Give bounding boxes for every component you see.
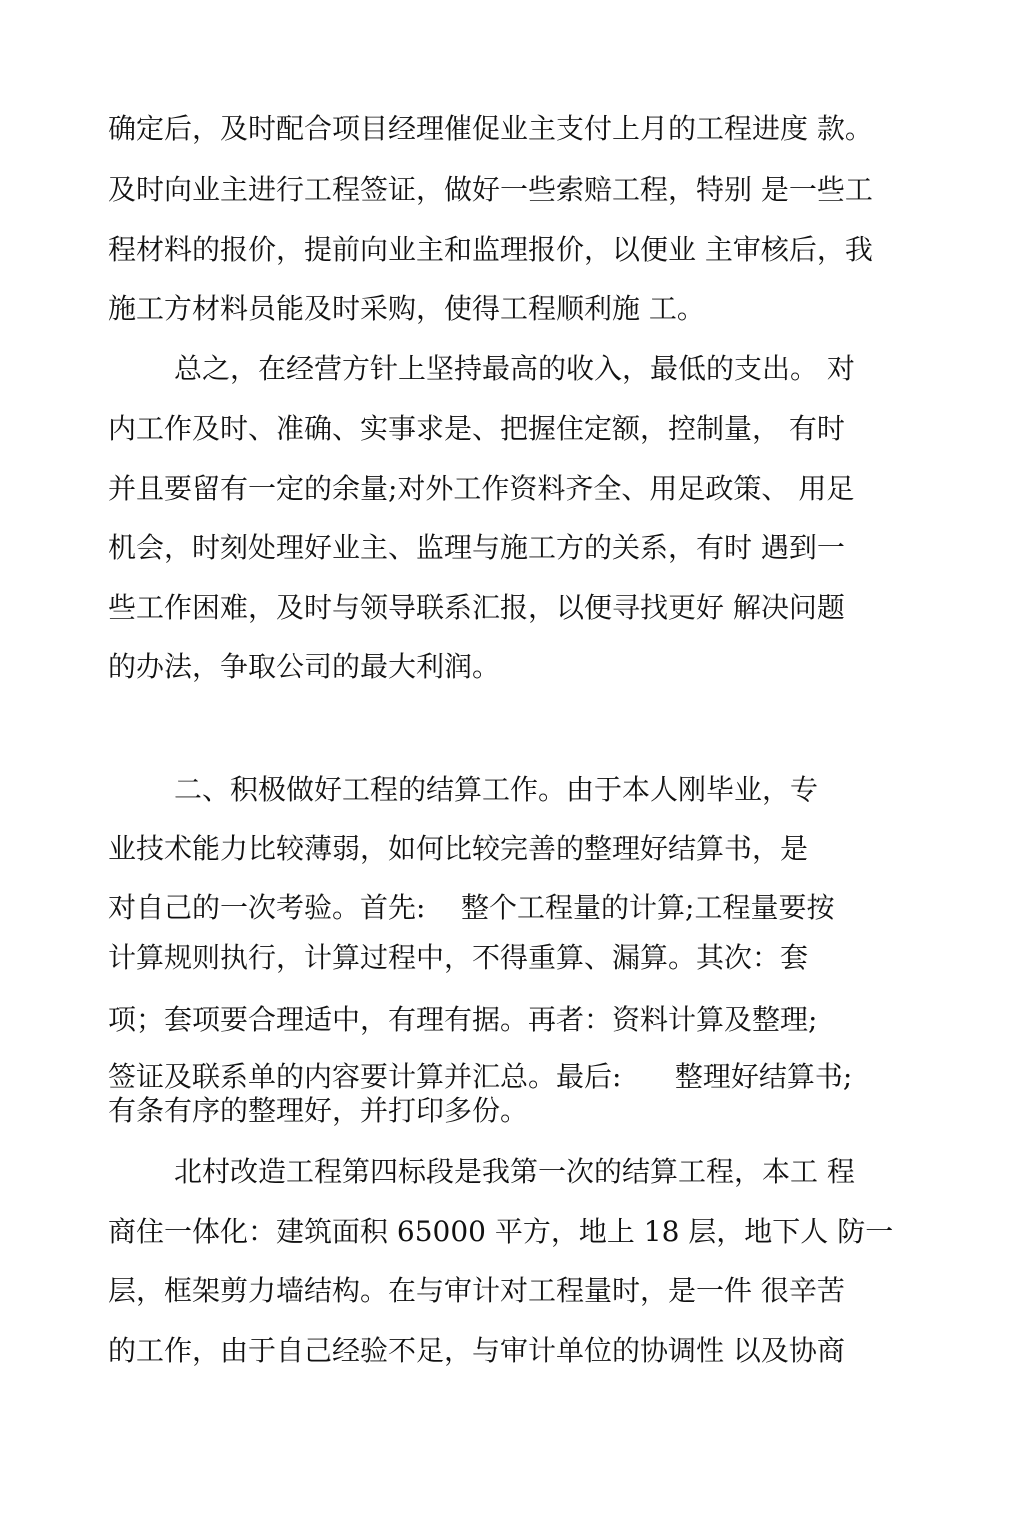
text-line: 有条有序的整理好，并打印多份。: [108, 1094, 529, 1127]
text-line: 机会，时刻处理好业主、监理与施工方的关系，有时 遇到一: [108, 531, 845, 564]
text-line: 施工方材料员能及时采购，使得工程顺利施 工。: [108, 292, 705, 325]
paragraph-first-line: 北村改造工程第四标段是我第一次的结算工程，本工 程: [174, 1155, 855, 1188]
text-line: 些工作困难，及时与领导联系汇报，以便寻找更好 解决问题: [108, 591, 845, 624]
text-line: 项；套项要合理适中，有理有据。再者：资料计算及整理;: [108, 1003, 818, 1036]
text-line: 层，框架剪力墙结构。在与审计对工程量时，是一件 很辛苦: [108, 1274, 845, 1307]
text-line: 的工作，由于自己经验不足，与审计单位的协调性 以及协商: [108, 1334, 845, 1367]
text-line: 内工作及时、准确、实事求是、把握住定额，控制量， 有时: [108, 412, 845, 445]
text-line: 业技术能力比较薄弱，如何比较完善的整理好结算书，是: [108, 832, 809, 865]
text-line: 程材料的报价，提前向业主和监理报价，以便业 主审核后，我: [108, 233, 873, 266]
text-line: 计算规则执行，计算过程中，不得重算、漏算。其次：套: [108, 941, 809, 974]
text-line: 签证及联系单的内容要计算并汇总。最后: 整理好结算书;: [108, 1060, 853, 1093]
text-line: 的办法，争取公司的最大利润。: [108, 650, 501, 683]
text-line: 商住一体化：建筑面积 65000 平方，地上 18 层，地下人 防一: [108, 1215, 894, 1248]
paragraph-first-line: 二、积极做好工程的结算工作。由于本人刚毕业，专: [174, 773, 819, 806]
text-line: 并且要留有一定的余量;对外工作资料齐全、用足政策、 用足: [108, 472, 855, 505]
text-line: 确定后，及时配合项目经理催促业主支付上月的工程进度 款。: [108, 112, 873, 145]
text-line: 及时向业主进行工程签证，做好一些索赔工程，特别 是一些工: [108, 173, 873, 206]
paragraph-first-line: 总之，在经营方针上坚持最高的收入，最低的支出。 对: [174, 352, 855, 385]
text-line: 对自己的一次考验。首先: 整个工程量的计算;工程量要按: [108, 891, 835, 924]
